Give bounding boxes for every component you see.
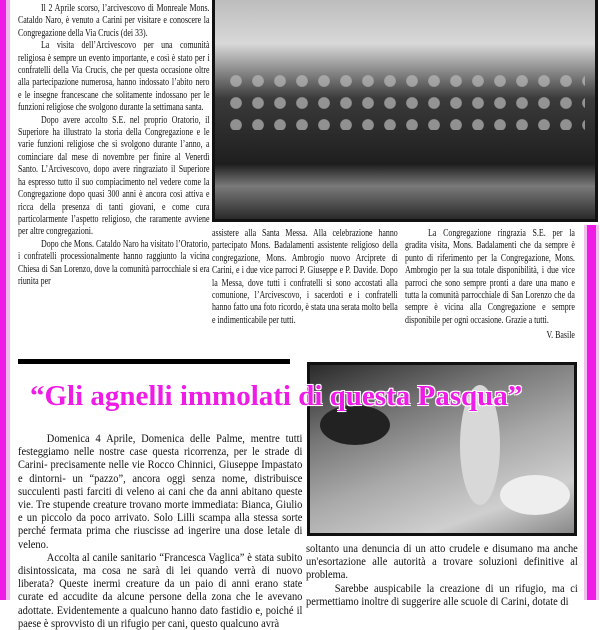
magenta-border-right bbox=[584, 225, 599, 600]
paragraph: Dopo che Mons. Cataldo Naro ha visitato l’Oratorio, i confratelli processionalmente hanno raggiunto la vicina Chiesa di San Lorenzo, dove la comunità parrocchiale si era riunita per bbox=[18, 237, 210, 287]
article1-column-middle bbox=[212, 227, 398, 326]
author-signature: V. Basile bbox=[546, 329, 575, 342]
paragraph: Dopo avere accolto S.E. nel proprio Oratorio, il Superiore ha illustrato la storia della Congregazione e le varie funzioni religiose che si svolgono durante l’anno, a cominciare dal mese di novembre per finire al Venerdì Santo. L’Arcivescovo, dopo avere ringraziato il Superiore ha espresso tutto il suo compiacimento nel vedere come la Congregazione dopo quasi 300 anni è ancora così attiva e ricca della presenza di tanti giovani, e come cura particolarmente l’aspetto religioso, che raramente avviene per altre congregazioni. bbox=[18, 113, 210, 238]
crowd-detail bbox=[225, 70, 585, 130]
paragraph: Accolta al canile sanitario “Francesca Vaglica” è stata subito disintossicata, ma cosa ne sarà di lei quando verrà di nuovo liberata? Queste inermi creature da un paio di anni erano state curate ed accudite da alcune persone della zona che le avevano adottate. Evidentemente a qualcuno hanno dato fastidio e, poiché il paese è sprovvisto di un rifugio per cani, questo qualcuno avrà bbox=[18, 550, 303, 630]
paragraph: La Congregazione ringrazia S.E. per la gradita visita, Mons. Badalamenti che da sempre è punto di riferimento per la Congregazione, Mons. Ambrogio per la sua totale disponibilità, i due vice parroci che sono sempre pronti a dare una mano e tutta la comunità parrocchiale di San Lorenzo che da sempre è vicina alla Congregazione e sempre disponibile per ogni occasione. Grazie a tutti. bbox=[405, 227, 575, 326]
paragraph: Il 2 Aprile scorso, l’arcivescovo di Monreale Mons. Cataldo Naro, è venuto a Carini per visitare e conoscere la Congregazione della Via Crucis (dei 33). bbox=[18, 2, 210, 39]
pink-border-left bbox=[6, 0, 10, 600]
paragraph: soltanto una denuncia di un atto crudele e disumano ma anche un'esortazione alle autorità a trovare soluzioni definitive al problema. bbox=[306, 542, 578, 582]
article-headline: “Gli agnelli immolati di questa Pasqua” bbox=[30, 380, 523, 412]
paragraph: Sarebbe auspicabile la creazione di un rifugio, ma ci permettiamo inoltre di suggerire alle scuole di Carini, dotate di bbox=[306, 581, 578, 608]
article2-column-right bbox=[306, 542, 578, 608]
paragraph: Domenica 4 Aprile, Domenica delle Palme, mentre tutti festeggiamo nelle nostre case questa ricorrenza, per le strade di Carini- precisamente nelle vie Rocco Chinnici, Giuseppe Impastato e dintorni- un “pazzo”, ancora oggi senza nome, distribuisce succulenti pasti farciti di veleno ai cani che da anni abitano queste vie. Tre stupende creature trovano morte immediata: Bianca, Giulio e un piccolo da poco arrivato. Solo Lilli scampa alla stessa sorte perché fermata prima che riuscisse ad ingerire una dose letale di veleno. bbox=[18, 432, 303, 551]
section-divider bbox=[18, 359, 290, 364]
paragraph: assistere alla Santa Messa. Alla celebrazione hanno partecipato Mons. Badalamenti assistente religioso della congregazione, Mons. Ambrogio nuovo Arciprete di Carini, e i due vice parroci P. Giuseppe e P. Davide. Dopo la Messa, dove tutti i confratelli si sono accostati alla comunione, l’Arcivescovo, i sacerdoti e i confratelli hanno fatto una foto ricordo, è stata una serata molto bella e indimenticabile per tutti. bbox=[212, 227, 398, 326]
article2-column-left bbox=[18, 432, 302, 630]
article1-column-right bbox=[405, 227, 575, 342]
congregation-group-photo bbox=[212, 0, 598, 222]
paragraph: La visita dell’Arcivescovo per una comunità religiosa è sempre un evento importante, e così è stato per i confratelli della Via Crucis, che per questa occasione oltre alla partecipazione numerosa, hanno indossato l’abito nero e le insegne francescane che solitamente indossano per le funzioni religiose che svolgono durante la settimana santa. bbox=[18, 39, 210, 114]
article1-column-left bbox=[18, 2, 210, 287]
dog-lying bbox=[500, 475, 570, 515]
